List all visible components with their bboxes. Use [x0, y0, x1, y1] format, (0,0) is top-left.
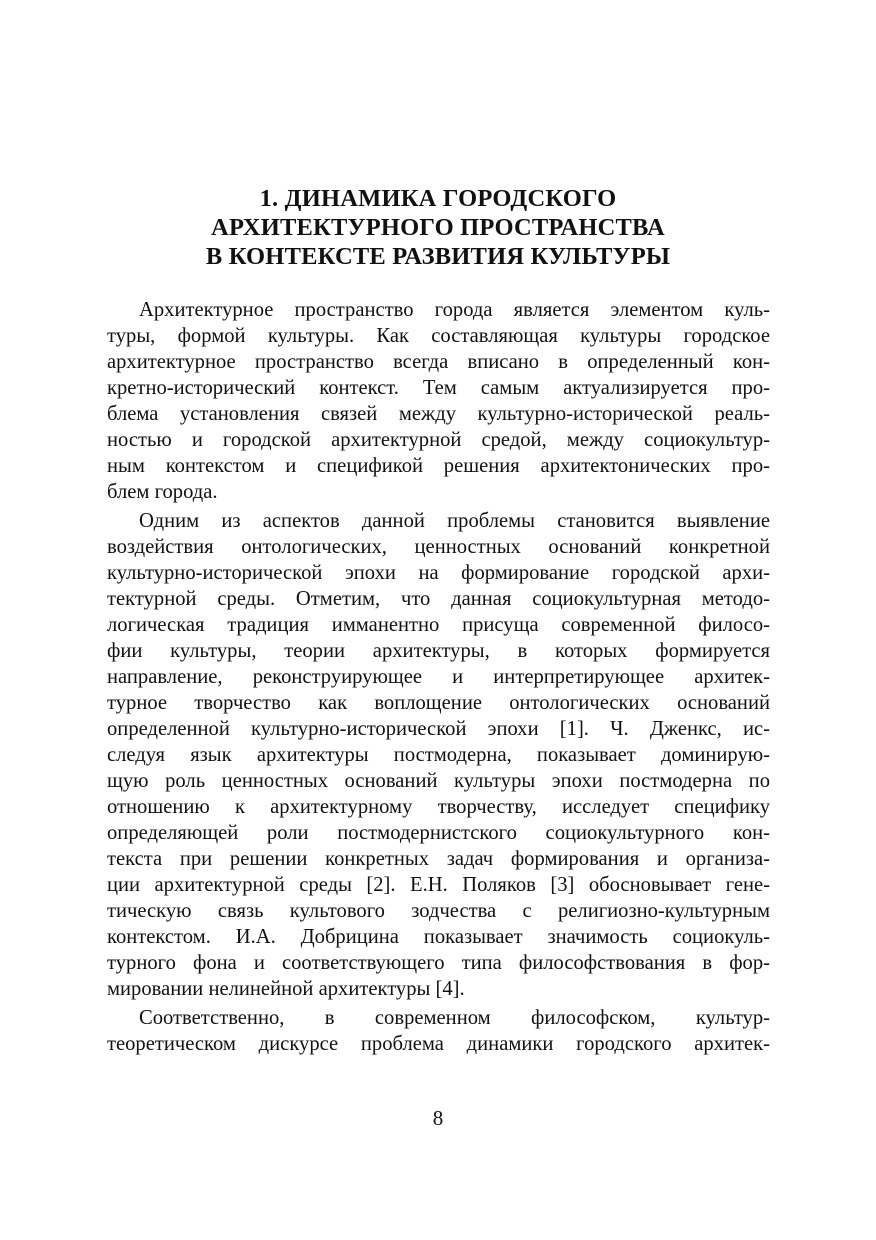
section-title-line: АРХИТЕКТУРНОГО ПРОСТРАНСТВА: [211, 214, 665, 241]
text-line: текста при решении конкретных задач формирования и организа-: [107, 848, 770, 870]
text-line: отношению к архитектурному творчеству, исследует специфику: [107, 796, 770, 818]
text-line: Одним из аспектов данной проблемы становится выявление: [139, 510, 770, 532]
text-line: турное творчество как воплощение онтологических оснований: [107, 692, 770, 714]
text-line: туры, формой культуры. Как составляющая культуры городское: [107, 325, 770, 347]
section-title-line: 1. ДИНАМИКА ГОРОДСКОГО: [259, 185, 617, 212]
text-line: ции архитектурной среды [2]. Е.Н. Поляков [3] обосновывает гене-: [107, 874, 770, 896]
text-line: воздействия онтологических, ценностных оснований конкретной: [107, 536, 770, 558]
text-line: логическая традиция имманентно присуща современной филосо-: [107, 614, 770, 636]
text-line: мировании нелинейной архитектуры [4].: [107, 978, 465, 1000]
text-line: определенной культурно-исторической эпохи [1]. Ч. Дженкс, ис-: [107, 718, 770, 740]
paragraph: [107, 508, 770, 1002]
section-title: [0, 184, 876, 271]
page-number: 8: [432, 1106, 444, 1130]
text-line: следуя язык архитектуры постмодерна, показывает доминирую-: [107, 744, 770, 766]
text-line: теоретическом дискурсе проблема динамики городского архитек-: [107, 1033, 770, 1055]
text-line: блема установления связей между культурно-исторической реаль-: [107, 403, 770, 425]
text-line: архитектурное пространство всегда вписано в определенный кон-: [107, 351, 770, 373]
paragraph: [107, 1005, 770, 1057]
body-text: [107, 297, 770, 1057]
text-line: ным контекстом и спецификой решения архитектонических про-: [107, 455, 770, 477]
text-line: кретно-исторический контекст. Тем самым актуализируется про-: [107, 377, 770, 399]
text-line: определяющей роли постмодернистского социокультурного кон-: [107, 822, 770, 844]
text-line: Архитектурное пространство города является элементом куль-: [139, 299, 770, 321]
text-line: направление, реконструирующее и интерпретирующее архитек-: [107, 666, 770, 688]
text-line: тическую связь культового зодчества с религиозно-культурным: [107, 900, 770, 922]
text-line: фии культуры, теории архитектуры, в которых формируется: [107, 640, 770, 662]
paragraph: [107, 297, 770, 505]
text-line: щую роль ценностных оснований культуры эпохи постмодерна по: [107, 770, 770, 792]
text-line: культурно-исторической эпохи на формирование городской архи-: [107, 562, 770, 584]
text-line: тектурной среды. Отметим, что данная социокультурная методо-: [107, 588, 770, 610]
text-line: турного фона и соответствующего типа философствования в фор-: [107, 952, 770, 974]
text-line: Соответственно, в современном философском, культур-: [139, 1007, 770, 1029]
text-line: блем города.: [107, 481, 218, 503]
text-line: контекстом. И.А. Добрицина показывает значимость социокуль-: [107, 926, 770, 948]
section-title-line: В КОНТЕКСТЕ РАЗВИТИЯ КУЛЬТУРЫ: [205, 243, 671, 270]
text-line: ностью и городской архитектурной средой, между социокультур-: [107, 429, 770, 451]
